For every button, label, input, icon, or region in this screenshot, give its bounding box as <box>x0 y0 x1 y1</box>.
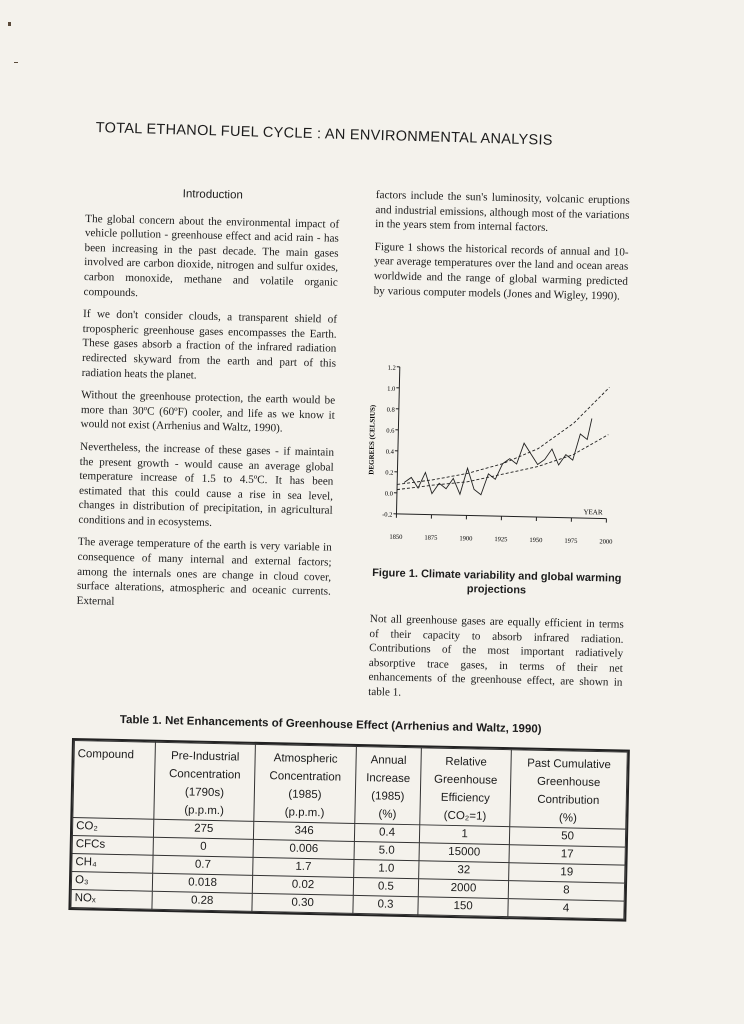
greenhouse-table <box>68 738 629 922</box>
value-cell: 0 <box>153 837 254 857</box>
y-tick-label: 1.2 <box>387 364 396 372</box>
y-tick-label: 0.6 <box>386 427 395 435</box>
column-header-line: Pre-Industrial <box>170 750 240 764</box>
table-header-row <box>73 741 627 830</box>
page-title: TOTAL ETHANOL FUEL CYCLE : AN ENVIRONMENTAL ANALYSIS <box>95 120 553 149</box>
value-cell: 1.7 <box>253 857 354 877</box>
x-tick-label: 1900 <box>459 535 473 543</box>
value-cell: 17 <box>509 845 625 865</box>
paragraph: Not all greenhouse gases are equally efficient in terms of their capacity to absorb infrared radiation. Contributions of the most important radiatively absorptive trace gases, in terms of their net enhancements of the greenhouse effect, are shown in table 1. <box>368 612 624 699</box>
value-cell: 275 <box>153 819 254 839</box>
right-column <box>373 188 630 312</box>
value-cell: 346 <box>254 821 355 841</box>
column-header-line: Relative <box>445 755 488 769</box>
column-header <box>420 748 511 827</box>
projection-bound-line <box>397 430 608 495</box>
column-header-line: Concentration <box>168 768 241 782</box>
paragraph: The global concern about the environmental impact of vehicle pollution - greenhouse effect and acid rain - has been increasing in the past decade. The main gases involved are carbon dioxide, nitrogen and sulfur oxides, carbon monoxide, methane and volatile organic compounds. <box>83 212 340 299</box>
compound-cell: CO₂ <box>72 818 153 838</box>
paragraph: Without the greenhouse protection, the earth would be more than 30ºC (60ºF) cooler, and life as we know it would not exist (Arrhenius and Waltz, 1990). <box>80 389 336 435</box>
value-cell: 150 <box>418 897 508 917</box>
scan-speck <box>14 62 18 63</box>
paragraph: Figure 1 shows the historical records of annual and 10-year average temperatures over the land and ocean areas worldwide and the range of global warming predicted by various computer models (Jones and Wigley, 1990). <box>373 240 629 303</box>
value-cell: 0.006 <box>253 839 354 859</box>
compound-cell: CFCs <box>72 836 153 856</box>
value-cell: 0.7 <box>153 855 254 875</box>
paragraph: factors include the sun's luminosity, volcanic eruptions and industrial emissions, although most of the variations in the years stem from internal factors. <box>375 188 630 235</box>
value-cell: 0.5 <box>353 877 419 896</box>
value-cell: 50 <box>509 827 625 847</box>
paragraph: The average temperature of the earth is very variable in consequence of many internal and external factors; among the internals ones are change in cloud cover, surface alterations, atmospheric and oceanic currents. External <box>76 536 332 608</box>
column-header-line: (p.p.m.) <box>184 804 225 818</box>
y-tick-label: 0.8 <box>386 406 395 414</box>
section-heading: Introduction <box>182 188 243 202</box>
climate-chart <box>357 358 631 564</box>
column-header-line: (1985) <box>371 790 405 803</box>
column-header-line: Atmospheric <box>273 752 338 766</box>
table-caption: Table 1. Net Enhancements of Greenhouse Effect (Arrhenius and Waltz, 1990) <box>119 714 542 736</box>
x-tick-label: 2000 <box>599 538 613 546</box>
column-header <box>355 746 422 824</box>
paragraph: If we don't consider clouds, a transparent shield of tropospheric greenhouse gases encompasses the Earth. These gases absorb a fraction of the infrared radiation redirected skyward from the earth and part of this radiation heats the planet. <box>81 308 338 382</box>
column-header-line: (%) <box>558 812 577 825</box>
value-cell: 0.018 <box>152 873 253 893</box>
column-header-line: Efficiency <box>440 791 490 805</box>
value-cell: 0.02 <box>253 875 354 895</box>
x-tick-label: 1925 <box>494 536 508 544</box>
value-cell: 1.0 <box>353 859 419 878</box>
column-header <box>73 741 155 820</box>
y-tick-label: -0.2 <box>382 511 393 519</box>
column-header-line: (CO₂=1) <box>443 809 487 823</box>
compound-cell: NOₓ <box>71 890 152 910</box>
projection-bound-line <box>397 383 609 490</box>
y-tick-label: 0.4 <box>385 448 394 456</box>
value-cell: 32 <box>419 861 509 881</box>
column-header-line: Compound <box>77 748 135 762</box>
value-cell: 0.28 <box>152 891 253 911</box>
right-column-continued <box>368 612 624 713</box>
x-tick-label: 1950 <box>529 536 543 545</box>
column-header <box>510 750 628 829</box>
column-header-line: Concentration <box>269 770 342 784</box>
column-header-line: (p.p.m.) <box>284 806 325 820</box>
paragraph: Nevertheless, the increase of these gases - if maintain the present growth - would cause an average global temperature increase of 1.5 to 4.5ºC. It has been estimated that this could cause a rise in sea level, changes in distribution of precipitation, in agricultural conditions and in ecosystems. <box>78 440 335 529</box>
value-cell: 5.0 <box>354 841 420 860</box>
value-cell: 8 <box>508 881 624 901</box>
value-cell: 4 <box>508 899 624 919</box>
column-header-line: (%) <box>378 808 397 821</box>
y-tick-label: 0.0 <box>384 490 393 498</box>
table-body <box>71 818 626 920</box>
x-axis-label: YEAR <box>583 508 603 517</box>
column-header-line: Contribution <box>537 793 600 808</box>
value-cell: 1 <box>420 825 510 845</box>
value-cell: 19 <box>509 863 625 883</box>
figure-caption: Figure 1. Climate variability and global warming projections <box>372 567 622 597</box>
column-header-line: Annual <box>370 754 407 768</box>
value-cell: 0.4 <box>354 823 420 842</box>
value-cell: 15000 <box>419 843 509 863</box>
y-axis <box>396 367 399 514</box>
column-header-line: (1985) <box>288 788 322 802</box>
value-cell: 2000 <box>418 879 508 899</box>
x-tick-label: 1875 <box>424 534 438 542</box>
x-tick-label: 1975 <box>564 537 578 545</box>
left-column <box>76 185 340 622</box>
x-tick-label: 1850 <box>389 533 403 541</box>
value-cell: 0.3 <box>353 895 419 914</box>
y-tick-label: 0.2 <box>385 469 394 477</box>
value-cell: 0.30 <box>252 893 353 913</box>
column-header-line: (1790s) <box>184 786 225 800</box>
compound-cell: O₃ <box>71 872 152 892</box>
column-header <box>154 742 256 821</box>
column-header-line: Past Cumulative <box>527 757 612 772</box>
y-tick-label: 1.0 <box>387 385 396 393</box>
column-header-line: Greenhouse <box>433 773 498 787</box>
column-header <box>254 744 356 823</box>
chart-svg <box>357 358 631 564</box>
column-header-line: Increase <box>366 772 411 786</box>
compound-cell: CH₄ <box>72 854 153 874</box>
y-axis-label: DEGREES (CELSIUS) <box>367 404 377 475</box>
scan-speck <box>8 22 11 26</box>
column-header-line: Greenhouse <box>536 775 601 790</box>
